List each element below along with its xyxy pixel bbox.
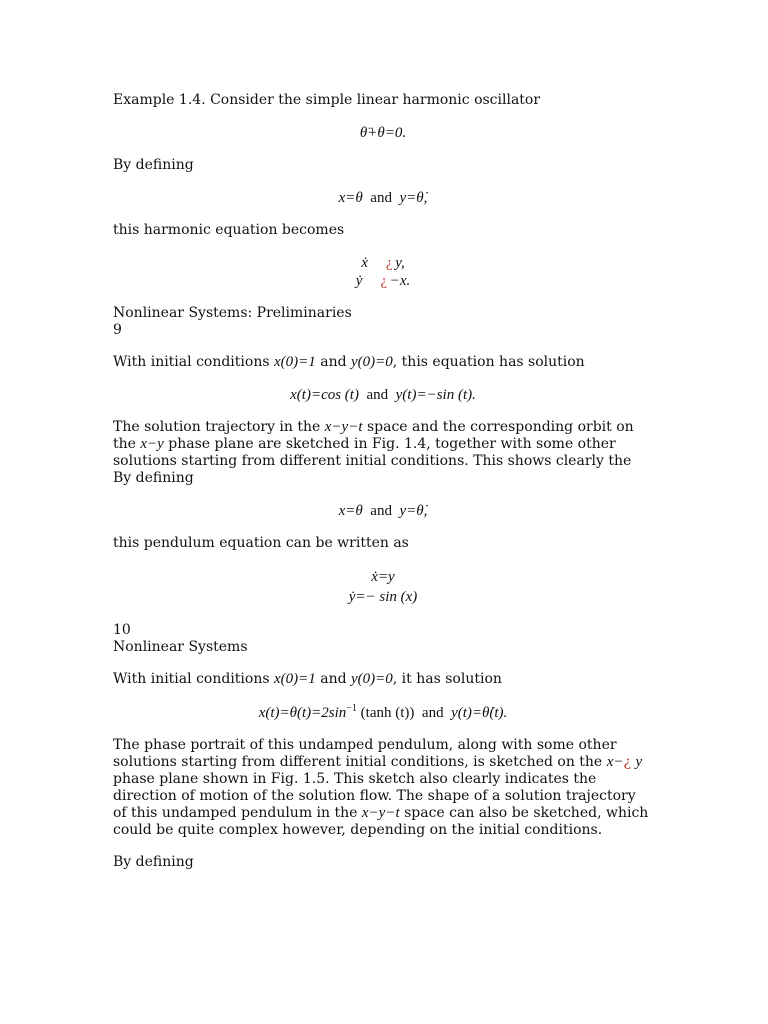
trajectory-math-1: x−y−t (324, 419, 363, 435)
system-equation-1 (113, 254, 653, 290)
phase-glitch-symbol: ¿ (623, 754, 631, 770)
system-1-row-2-right: −x. (389, 273, 411, 289)
pendulum-written-text: this pendulum equation can be written as (113, 535, 409, 551)
solution-2-right: y(t)=θ̇(t). (451, 705, 508, 721)
trajectory-text-2: space and the corresponding orbit on the (113, 419, 634, 452)
phase-math-1: x− (606, 754, 624, 770)
system-equation-2 (113, 567, 653, 607)
solution-1-y: y(t)=−sin (t). (395, 387, 476, 403)
document-page (113, 92, 653, 871)
running-header-1: Nonlinear Systems: Preliminaries (113, 305, 352, 321)
system-1-row-1 (113, 254, 653, 272)
harmonic-becomes-text: this harmonic equation becomes (113, 222, 345, 238)
page-number-2: 10 (113, 622, 131, 638)
initial-conditions-1-x0: x(0)=1 (273, 354, 316, 370)
solution-2-left: x(t)=θ(t)=2sin (258, 705, 347, 721)
phase-portrait-paragraph (113, 737, 653, 839)
initial-conditions-2-pre: With initial conditions (113, 671, 270, 687)
phase-text-2: phase plane shown in Fig. 1.5. This sketch also clearly indicates the direction of motion of the solution flow. The shape of a solution trajectory of this undamped pendulum in the (113, 771, 636, 821)
initial-conditions-1 (113, 354, 653, 371)
system-1-row-2-left: ẏ (355, 273, 363, 289)
equation-oscillator: θ̈+θ=0. (359, 125, 407, 141)
initial-conditions-2 (113, 671, 653, 688)
definition-1-y: y=θ̇, (399, 190, 428, 206)
solution-2-and: and (421, 705, 444, 721)
system-1-row-2-symbol: ¿ (380, 273, 388, 289)
initial-conditions-2-y0: y(0)=0 (351, 671, 393, 687)
definition-1-x: x=θ (338, 190, 363, 206)
by-defining-text-1: By defining (113, 157, 194, 173)
definition-2-x: x=θ (338, 503, 363, 519)
phase-math-2: y (635, 754, 643, 770)
phase-text-3: space can also be sketched, which could be quite complex however, depending on the initial conditions. (113, 805, 649, 838)
initial-conditions-2-post: , it has solution (392, 671, 502, 687)
initial-conditions-2-and: and (320, 671, 347, 687)
system-2-row-1: ẋ=y (371, 569, 395, 585)
equation-solution-1 (113, 386, 653, 404)
initial-conditions-1-and: and (320, 354, 347, 370)
solution-1-and: and (366, 387, 389, 403)
system-1-row-1-left: ẋ (361, 255, 368, 271)
definition-1-and: and (370, 190, 392, 206)
equation-definition-1 (113, 189, 653, 207)
trajectory-paragraph (113, 419, 653, 487)
system-1-row-1-symbol: ¿ (385, 255, 393, 271)
initial-conditions-2-x0: x(0)=1 (273, 671, 316, 687)
running-header-2: Nonlinear Systems (113, 639, 248, 655)
equation-solution-2 (113, 704, 653, 722)
system-1-row-2 (113, 272, 653, 290)
definition-2-y: y=θ̇, (399, 503, 428, 519)
solution-2-superscript: −1 (346, 703, 357, 714)
by-defining-text-2: By defining (113, 854, 194, 870)
phase-text-1: The phase portrait of this undamped pendulum, along with some other solutions starting from different initial conditions, is sketched on the (113, 737, 617, 770)
solution-1-x: x(t)=cos (t) (290, 387, 359, 403)
initial-conditions-1-y0: y(0)=0 (351, 354, 393, 370)
system-1-row-1-right: y, (395, 255, 405, 271)
page-number-1: 9 (113, 322, 122, 338)
phase-math-3: x−y−t (361, 805, 400, 821)
example-heading: Example 1.4. Consider the simple linear harmonic oscillator (113, 92, 541, 108)
definition-2-and: and (370, 503, 392, 519)
trajectory-text-3: phase plane are sketched in Fig. 1.4, together with some other solutions starting from different initial conditions. This shows clearly the By defining (113, 436, 632, 486)
system-2-row-2: ẏ=− sin (x) (348, 589, 418, 605)
initial-conditions-1-post: , this equation has solution (392, 354, 585, 370)
solution-2-mid: (tanh (t)) (360, 705, 415, 721)
trajectory-math-2: x−y (140, 436, 164, 452)
trajectory-text-1: The solution trajectory in the (113, 419, 321, 435)
initial-conditions-1-pre: With initial conditions (113, 354, 270, 370)
equation-definition-2 (113, 502, 653, 520)
